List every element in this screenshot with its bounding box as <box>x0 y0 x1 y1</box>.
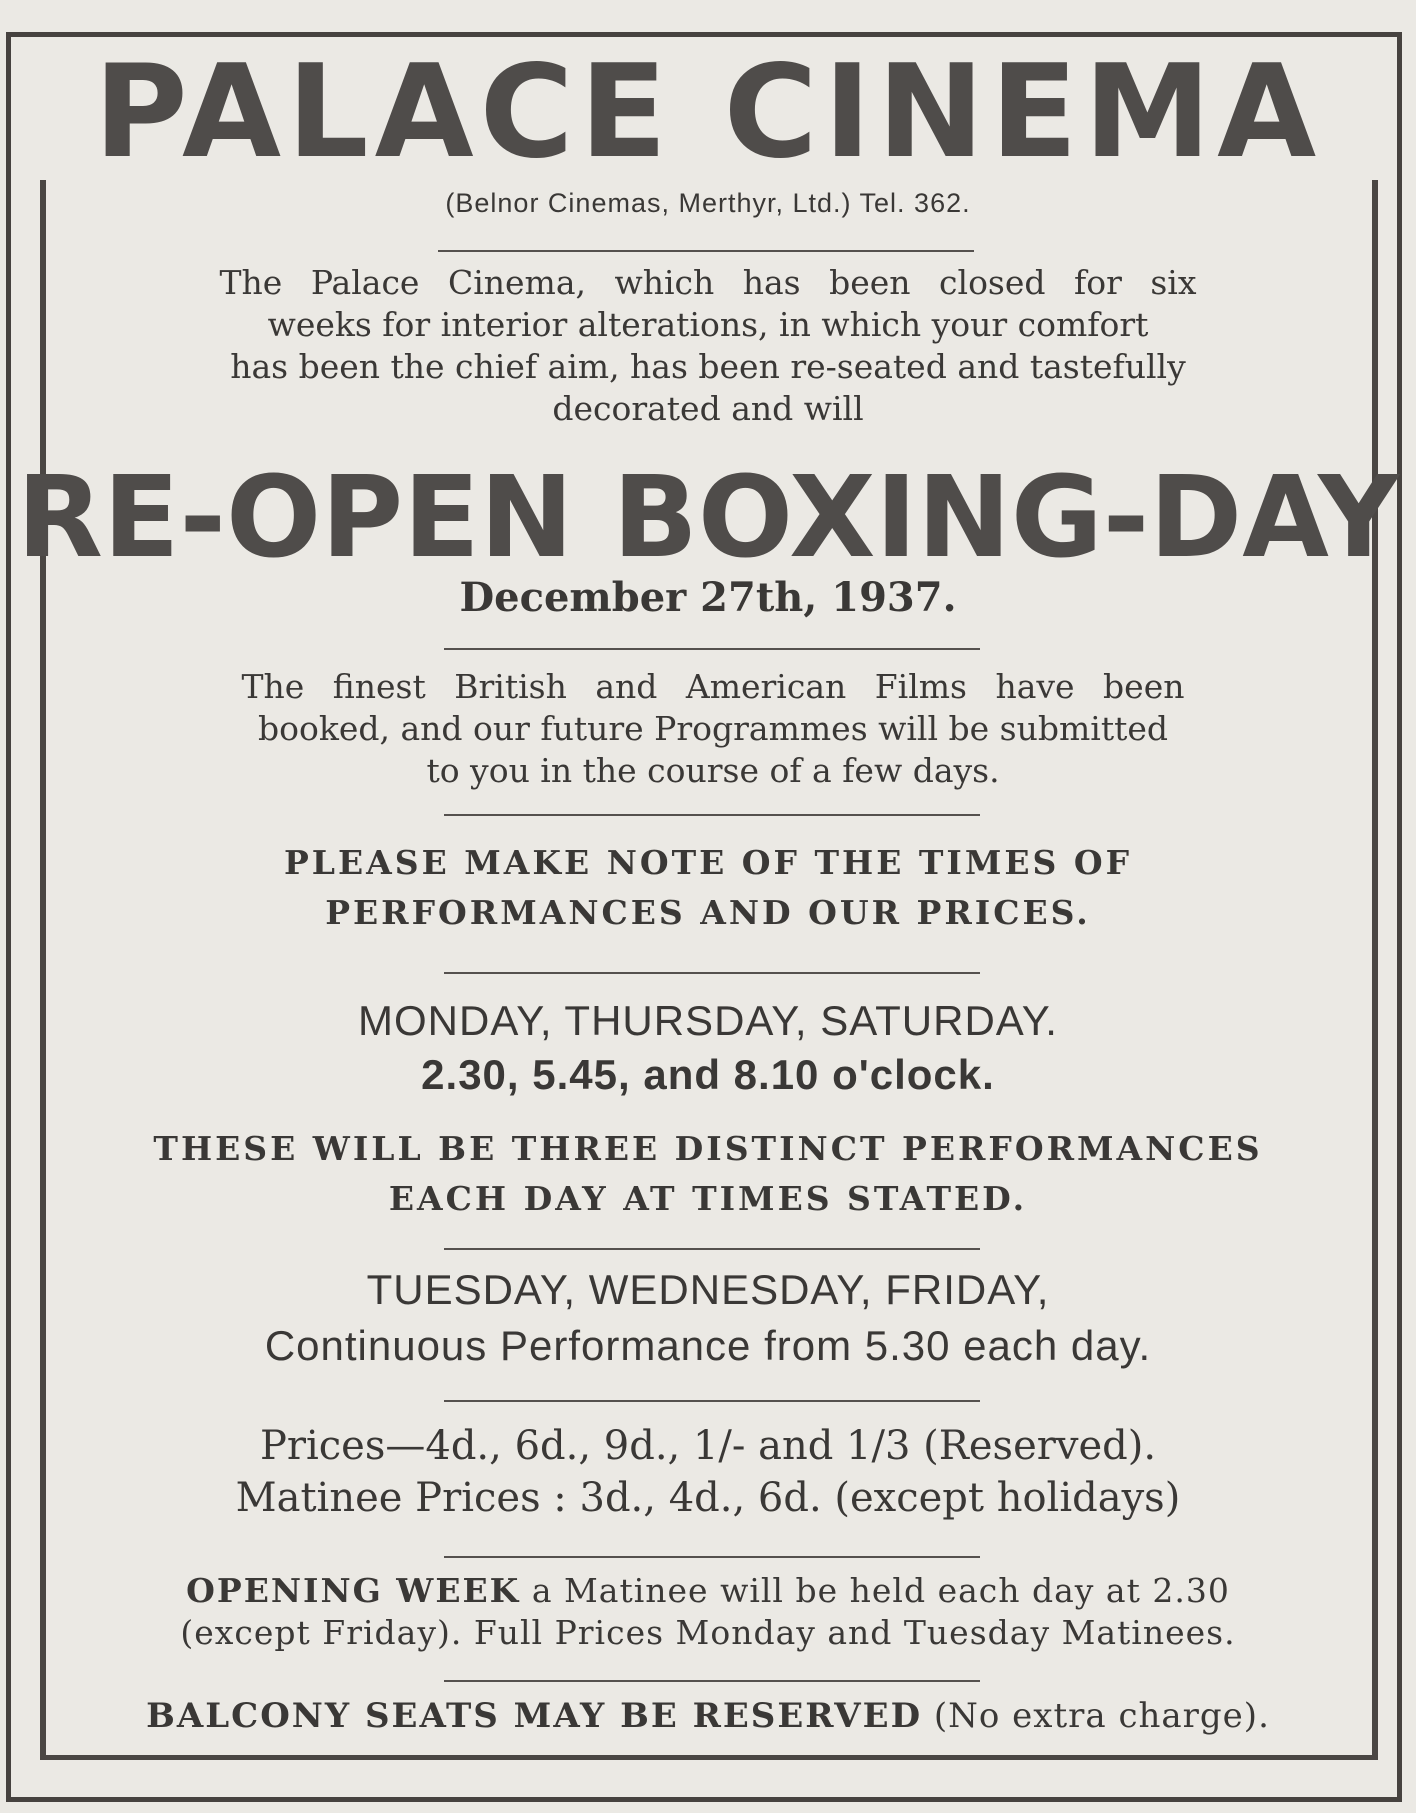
divider-6 <box>444 1400 980 1402</box>
intro-line: weeks for interior alterations, in which your comfort <box>267 305 1149 344</box>
opening-week-line-1 <box>0 1570 1416 1612</box>
opening-week-label: OPENING WEEK <box>186 1571 521 1610</box>
divider-2 <box>444 648 980 650</box>
opening-week-note <box>0 1570 1416 1654</box>
films-line: to you in the course of a few days. <box>426 751 1000 790</box>
note-heading <box>0 838 1416 938</box>
company-subtitle: (Belnor Cinemas, Merthyr, Ltd.) Tel. 362. <box>445 188 971 218</box>
intro-line: decorated and will <box>552 389 864 428</box>
cinema-title: PALACE CINEMA <box>93 38 1323 187</box>
schedule-1-days: MONDAY, THURSDAY, SATURDAY. <box>358 997 1058 1044</box>
schedule-2 <box>0 1262 1416 1374</box>
prices-section <box>0 1420 1416 1524</box>
divider-8 <box>444 1680 980 1682</box>
three-line: THESE WILL BE THREE DISTINCT PERFORMANCES <box>153 1129 1263 1168</box>
balcony-text: (No extra charge). <box>922 1696 1270 1736</box>
intro-line: has been the chief aim, has been re-seated and tastefully <box>230 347 1186 386</box>
divider-3 <box>444 814 980 816</box>
three-line: EACH DAY AT TIMES STATED. <box>388 1179 1028 1218</box>
films-paragraph <box>195 666 1231 792</box>
opening-week-text: a Matinee will be held each day at 2.30 <box>520 1571 1230 1610</box>
schedule-1 <box>0 994 1416 1102</box>
films-line: booked, and our future Programmes will be submitted <box>257 709 1169 748</box>
films-line: The finest British and American Films have been <box>241 667 1185 706</box>
prices-line: Prices—4d., 6d., 9d., 1/- and 1/3 (Reserved). <box>259 1423 1157 1469</box>
reopen-date: December 27th, 1937. <box>459 574 957 621</box>
reopen-headline: RE-OPEN BOXING-DAY <box>16 453 1400 583</box>
matinee-prices-line: Matinee Prices : 3d., 4d., 6d. (except holidays) <box>235 1475 1181 1521</box>
divider-4 <box>444 972 980 974</box>
balcony-label: BALCONY SEATS MAY BE RESERVED <box>146 1696 923 1736</box>
intro-line: The Palace Cinema, which has been closed for six <box>219 263 1197 302</box>
schedule-2-days: TUESDAY, WEDNESDAY, FRIDAY, <box>366 1266 1050 1313</box>
balcony-note <box>0 1696 1416 1736</box>
intro-paragraph <box>190 262 1226 430</box>
divider-1 <box>438 250 974 252</box>
divider-7 <box>444 1556 980 1558</box>
divider-5 <box>444 1248 980 1250</box>
three-performances-note <box>0 1124 1416 1224</box>
schedule-2-text: Continuous Performance from 5.30 each day. <box>264 1322 1152 1369</box>
balcony-line <box>0 1696 1416 1736</box>
note-line: PLEASE MAKE NOTE OF THE TIMES OF <box>283 843 1133 882</box>
schedule-1-times: 2.30, 5.45, and 8.10 o'clock. <box>421 1051 995 1098</box>
note-line: PERFORMANCES AND OUR PRICES. <box>325 893 1091 932</box>
opening-week-line-2: (except Friday). Full Prices Monday and Tuesday Matinees. <box>180 1613 1236 1652</box>
